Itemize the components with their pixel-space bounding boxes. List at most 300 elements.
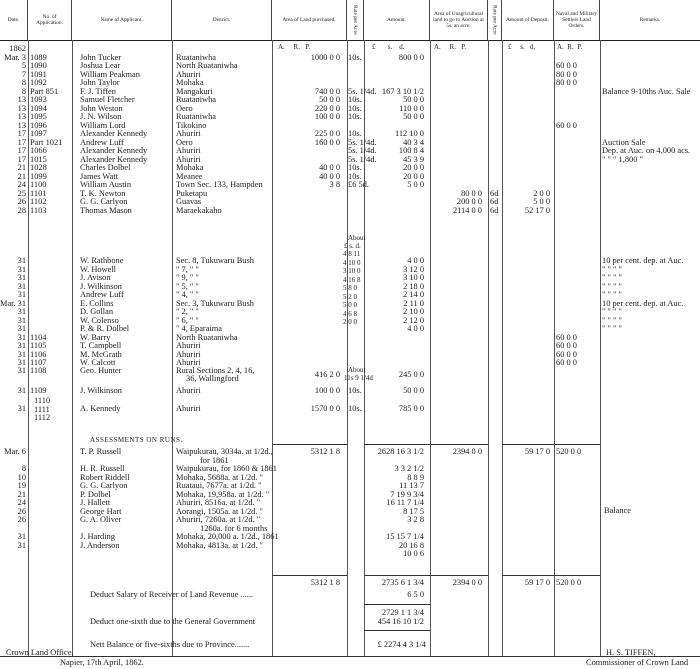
row-district: Mangakuri [176, 86, 213, 96]
row-area: 160 0 0 [314, 137, 340, 147]
row-district: Mohaka, 5688a. at 1/2d. " [176, 472, 263, 482]
runs-remark: Balance [604, 506, 631, 515]
row-amount: 40 3 4 [403, 137, 424, 147]
row-remarks: 10 per cent. dep. at Auc. [602, 298, 684, 308]
row-unagri: 2114 0 0 [452, 205, 482, 215]
row-date: 19 [17, 481, 26, 490]
row-date: 17 [17, 154, 26, 164]
row-amount: 8 17 5 [403, 506, 424, 516]
row-amount: 7 19 9 3/4 [390, 489, 424, 499]
row-naval: 80 0 0 [556, 69, 577, 79]
row-rate: 10s. [348, 386, 362, 395]
row-district: Maraekakaho [176, 205, 222, 215]
row-amount: 15 15 7 1/4 [386, 532, 424, 541]
row-district: Puketapu [176, 188, 208, 198]
row-date: Mar. 3 [4, 52, 26, 62]
row-applicant: James Watt [80, 171, 119, 181]
row-date: 24 [17, 498, 26, 507]
row-app-no: 1103 [30, 205, 47, 215]
row-rate: £6 5d. [348, 180, 369, 189]
row-area: 225 0 0 [314, 129, 340, 138]
row-district: 1260a. for 6 months [200, 523, 268, 533]
row-rate: 10s. [348, 404, 362, 413]
row-app-no: 1108 [30, 366, 47, 375]
row-district: Ruataniwha [176, 52, 217, 62]
sixth-amount: 454 16 10 1/2 [377, 617, 424, 626]
total-deposit: 59 17 0 [524, 578, 550, 587]
row-app-no: 1092 [30, 78, 47, 87]
row-date: 13 [17, 103, 26, 113]
row-area: 220 0 0 [314, 103, 340, 113]
row-district: Ahuriri, 8516a. at 1/2d. " [176, 498, 261, 507]
row-amount: 3 3 2 1/2 [394, 464, 424, 473]
row-district: Tikokino [176, 120, 207, 130]
row-applicant: H. R. Russell [80, 464, 125, 473]
row-applicant: George Hart [80, 506, 122, 516]
row-date: 7 [21, 69, 26, 79]
row-district: Ahuriri [176, 349, 201, 359]
row-naval: 60 0 0 [556, 120, 577, 130]
row-date: 31 [17, 332, 26, 342]
about-label: About [348, 234, 366, 242]
total-amount: 2628 16 3 1/2 [377, 447, 424, 456]
row-district: North Ruataniwha [176, 332, 238, 342]
row-naval: 60 0 0 [556, 61, 577, 70]
row-applicant: W. Barry [80, 332, 111, 342]
row-amount: 785 0 0 [398, 404, 424, 413]
row-date: 21 [17, 489, 26, 499]
row-amount: 3 12 0 [403, 264, 424, 274]
row-district: " 7, " " [176, 264, 199, 274]
row-applicant: Alexander Kennedy [80, 129, 148, 138]
row-district: Oero [176, 103, 193, 113]
row-amount: 3 2 8 [407, 515, 424, 524]
row-rate: 10s. [348, 95, 362, 104]
row-amount: 4 0 0 [407, 324, 424, 333]
row-district: Guavas [176, 197, 202, 206]
row-amount: 245 0 0 [398, 370, 424, 379]
row-applicant: William Lord [80, 120, 126, 130]
row-district: " 9, " " [176, 273, 199, 282]
total-area: 5312 1 8 [310, 578, 340, 587]
row-applicant: W. Rathbone [80, 256, 124, 265]
row-rate: 5s. 1/4d. [348, 154, 377, 164]
row-rate: 5s. 1/4d. [348, 146, 377, 155]
row-rate: 10s. [348, 52, 362, 62]
row-applicant: Joshua Lear [80, 61, 121, 70]
row-date: 31 [17, 315, 26, 325]
row-date: 26 [17, 506, 26, 516]
row-date: 8 [21, 78, 26, 87]
row-date: 31 [17, 404, 26, 413]
row-district: Ahuriri [176, 129, 201, 138]
row-date: 17 [17, 129, 26, 138]
row-app-no: 1111 [34, 404, 50, 414]
row-date: 26 [17, 515, 26, 524]
row-date: 31 [17, 349, 26, 359]
row-rate: About [348, 366, 366, 374]
row-applicant: T. P. Russell [80, 447, 122, 456]
row-applicant: P. Dolbel [80, 489, 111, 499]
row-date: 31 [17, 366, 26, 375]
row-rate2: 6d [490, 197, 499, 206]
row-applicant: G. G. Carlyon [80, 197, 128, 206]
row-app-no: 1028 [30, 163, 47, 172]
footer-signatory: H. S. TIFFEN, [606, 648, 656, 657]
row-applicant: M. McGrath [80, 349, 122, 359]
row-date: 31 [17, 341, 26, 350]
about-rate: 4 6 8 [343, 309, 357, 318]
row-date: Mar. 31 [0, 298, 27, 308]
header-application-no: No. of Application. [28, 0, 72, 40]
row-amount: 10 0 6 [403, 549, 424, 558]
row-applicant: John Tucker [80, 52, 122, 62]
assessments-heading: ASSESSMENTS ON RUNS. [90, 436, 183, 444]
row-rate: 5s. 1/4d. [348, 86, 377, 96]
row-amount: 167 3 10 1/2 [381, 86, 424, 96]
row-applicant: Andrew Luff [80, 290, 124, 299]
row-district: Sec. 8, Tukuwaru Bush [176, 256, 254, 265]
row-district: " 2, " " [176, 307, 199, 316]
row-area: 100 0 0 [314, 112, 340, 121]
row-remarks: Dep. at Auc. on 4,000 acs. [602, 146, 691, 155]
row-applicant: Geo. Hunter [80, 366, 122, 375]
row-app-no: 1089 [30, 52, 47, 62]
row-date: 31 [17, 290, 26, 299]
row-applicant: D. Gollan [80, 307, 114, 316]
row-app-no: 1066 [30, 146, 47, 155]
row-applicant: Thomas Mason [80, 205, 132, 215]
row-app-no: 1096 [30, 120, 47, 130]
row-area: 40 0 0 [319, 171, 340, 181]
row-amount: 45 3 9 [403, 154, 424, 164]
about-units: £ s. d. [344, 242, 361, 250]
row-rate: 11s 9 1/4d [344, 374, 373, 382]
row-amount: 20 0 0 [403, 163, 424, 172]
row-date: 31 [17, 386, 26, 395]
row-district: Ruataui, 7677a. at 1/2d. " [176, 481, 262, 490]
row-amount: 11 13 7 [399, 481, 424, 490]
row-applicant: Andrew Luff [80, 137, 124, 147]
about-rate: 4 16 8 [343, 275, 361, 284]
row-applicant: Samuel Fletcher [80, 95, 135, 104]
row-district: Ruataniwha [176, 95, 217, 104]
row-date: 13 [17, 112, 26, 121]
row-applicant: William Austin [80, 180, 132, 189]
row-app-no: 1104 [30, 332, 47, 342]
row-deposit: 5 0 0 [533, 197, 550, 206]
row-applicant: Robert Riddell [80, 472, 130, 482]
header-date: Date. [0, 0, 28, 40]
row-applicant: G. G. Carlyon [80, 481, 128, 490]
row-amount: 50 0 0 [403, 386, 424, 395]
row-date: 21 [17, 171, 26, 181]
row-district: Sec. 3, Tukuwaru Bush [176, 298, 254, 308]
row-date: 8 [21, 86, 26, 96]
row-date: 13 [17, 120, 26, 130]
row-app-no: 1094 [30, 103, 47, 113]
row-applicant: E. Collins [80, 298, 114, 308]
row-district: " 6, " " [176, 315, 199, 325]
row-district: Waipukurau, 3034a. at 1/2d., [176, 447, 273, 456]
naval-units: A. R. P. [557, 43, 583, 51]
row-remarks: 10 per cent. dep. at Auc. [602, 256, 684, 265]
row-date: 17 [17, 137, 26, 147]
row-applicant: Alexander Kennedy [80, 146, 148, 155]
about-rate: 4 10 0 [343, 258, 361, 267]
row-amount: 16 11 7 1/4 [386, 498, 424, 507]
row-area: 1570 0 0 [310, 404, 340, 413]
about-rate: 5 8 0 [343, 284, 357, 292]
row-remarks: " " " " [602, 307, 622, 316]
about-rate: 4 8 11 [343, 250, 361, 258]
row-date: 31 [17, 264, 26, 274]
row-app-no: 1090 [30, 61, 47, 70]
row-district: Ahuriri [176, 341, 201, 350]
row-applicant: J. Avison [80, 273, 111, 282]
subtotal-amount: 2729 1 1 3/4 [381, 608, 424, 617]
row-remarks: " " " " [602, 315, 622, 325]
row-remarks: " " " " [602, 324, 622, 333]
row-applicant: Alexander Kennedy [80, 154, 148, 164]
row-applicant: J. Harding [80, 532, 115, 541]
header-area: Area of Land purchased. [272, 0, 347, 40]
row-date: 25 [17, 188, 26, 198]
row-date: 31 [17, 358, 26, 367]
row-date: 31 [17, 307, 26, 316]
row-remarks: " " " " [602, 290, 622, 299]
row-naval: 60 0 0 [556, 349, 577, 359]
row-remarks: Auction Sale [602, 137, 646, 147]
row-date: 24 [17, 180, 26, 189]
row-app-no: 1100 [30, 180, 47, 189]
row-applicant: W. Howell [80, 264, 116, 274]
row-amount: 2 12 0 [403, 315, 424, 325]
row-app-no: Part 851 [30, 86, 59, 96]
row-district: North Ruataniwha [176, 61, 238, 70]
row-amount: 2 18 0 [403, 281, 424, 291]
area-units: A. R. P. [278, 43, 311, 51]
row-applicant: P. & R. Dolbel [80, 324, 130, 333]
header-rate-2: Rate per Acre [488, 0, 502, 40]
row-amount: 20 16 8 [398, 540, 424, 550]
row-date: 31 [17, 281, 26, 291]
deduct-salary: Deduct Salary of Receiver of Land Revenue ...... [90, 590, 254, 599]
row-date: 28 [17, 205, 26, 215]
row-amount: 100 8 4 [398, 146, 424, 155]
row-app-no: 1112 [34, 413, 51, 422]
total-area: 5312 1 8 [310, 447, 340, 456]
row-applicant: J. Wilkinson [80, 386, 122, 395]
row-amount: 50 0 0 [403, 112, 424, 121]
row-district: Oero [176, 137, 193, 147]
row-rate: 10s. [348, 129, 362, 138]
row-area: 416 2 0 [314, 370, 340, 379]
row-deposit: 52 17 0 [524, 205, 550, 215]
row-district: Mohaka [176, 78, 204, 87]
row-district: Mohaka, 20,000 a. 1/2d., 1861 [176, 532, 279, 541]
total-unagri: 2394 0 0 [452, 578, 482, 587]
row-applicant: J. Hallett [80, 498, 111, 507]
row-app-no: 1102 [30, 197, 47, 206]
row-amount: 8 8 9 [407, 472, 424, 482]
total-amount: 2735 6 1 3/4 [381, 578, 424, 587]
row-date: 31 [17, 540, 26, 550]
row-district: Ahuriri [176, 358, 201, 367]
total-naval: 520 0 0 [556, 447, 582, 456]
row-date: 10 [17, 472, 26, 482]
header-deposit: Amount of Deposit. [502, 0, 554, 40]
footer-office: Crown Land Office, [6, 648, 74, 657]
row-app-no: 1099 [30, 171, 47, 181]
row-amount: 4 0 0 [407, 256, 424, 265]
row-district: 36, Wallingford [186, 374, 239, 383]
nett-amount: £ 2274 4 3 1/4 [377, 640, 426, 649]
row-district: Ahuriri [176, 146, 201, 155]
row-deposit: 2 0 0 [533, 188, 550, 198]
header-applicant: Name of Applicant. [72, 0, 172, 40]
about-rate: 2 0 0 [343, 318, 357, 326]
row-applicant: John Weston [80, 103, 123, 113]
row-district: Ahuriri, 7260a. at 1/2d. " [176, 515, 261, 524]
row-district: for 1861 [200, 455, 229, 465]
total-deposit: 59 17 0 [524, 447, 550, 456]
row-naval: 80 0 0 [556, 78, 577, 87]
row-app-no: 1106 [30, 349, 47, 359]
row-applicant: John Taylor [80, 78, 120, 87]
row-district: " 4, " " [176, 290, 199, 299]
salary-amount: 6 5 0 [407, 590, 424, 599]
row-rate: 10s. [348, 163, 362, 172]
row-app-no: 1105 [30, 341, 47, 350]
row-amount: 2 11 0 [403, 298, 424, 308]
row-unagri: 80 0 0 [461, 188, 482, 198]
row-app-no: 1110 [34, 396, 51, 405]
row-app-no: 1093 [30, 95, 47, 104]
row-applicant: A. Kennedy [80, 404, 121, 413]
row-amount: 800 0 0 [398, 52, 424, 62]
row-date: 31 [17, 324, 26, 333]
row-app-no: 1109 [30, 386, 47, 395]
row-applicant: T. Campbell [80, 341, 122, 350]
row-district: Ahuriri [176, 69, 201, 79]
row-applicant: Charles Dolbel [80, 163, 131, 172]
row-district: " 4, Eparaima [176, 324, 222, 333]
row-naval: 60 0 0 [556, 332, 577, 342]
row-area: 740 0 0 [314, 86, 340, 96]
row-district: Rural Sections 2, 4, 16, [176, 366, 255, 375]
row-app-no: 1095 [30, 112, 47, 121]
table-header [0, 0, 700, 41]
row-district: Meanee [176, 171, 203, 181]
row-area: 100 0 0 [314, 386, 340, 395]
row-applicant: J. N. Wilson [80, 112, 122, 121]
row-app-no: 1015 [30, 154, 47, 164]
about-rate: 5 2 0 [343, 292, 357, 301]
row-date: 31 [17, 532, 26, 541]
row-amount: 3 10 0 [403, 273, 424, 282]
row-date: 8 [21, 464, 26, 473]
row-district: Mohaka, 4813a. at 1/2d. " [176, 540, 263, 550]
footer-title: Commissioner of Crown Land [586, 658, 689, 667]
row-naval: 60 0 0 [556, 341, 577, 350]
row-remarks: " " " 1,800 " [602, 154, 643, 164]
row-district: Mohaka, 19,958a. at 1/2d. " [176, 489, 270, 499]
row-rate: 5s. 1/4d. [348, 137, 377, 147]
row-applicant: F. J. Tiffen [80, 86, 116, 96]
row-amount: 20 0 0 [403, 171, 424, 181]
row-remarks: Balance 9-10ths Auc. Sale [602, 86, 691, 96]
row-amount: 112 10 0 [394, 129, 424, 138]
row-naval: 60 0 0 [556, 358, 577, 367]
row-date: 17 [17, 146, 26, 155]
row-district: Ahuriri [176, 404, 201, 413]
deposit-units: £ s. d. [508, 43, 536, 51]
header-naval: Naval and Military Settlers Land Orders. [554, 0, 600, 40]
row-applicant: J. Anderson [80, 540, 120, 550]
deduct-sixth: Deduct one-sixth due to the General Government [90, 617, 256, 626]
row-applicant: J. Wilkinson [80, 281, 122, 291]
row-area: 1000 0 0 [310, 52, 340, 62]
row-amount: 5 0 0 [407, 180, 424, 189]
about-rate: 3 10 0 [343, 267, 361, 275]
row-rate2: 6d [490, 188, 499, 198]
row-rate: 10s. [348, 171, 362, 181]
row-date: 13 [17, 95, 26, 104]
row-district: Waipukurau, for 1860 & 1861 [176, 464, 277, 473]
row-amount: 2 10 0 [403, 307, 424, 316]
row-remarks: " " " " [602, 264, 622, 274]
row-applicant: G. A. Oliver [80, 515, 122, 524]
row-applicant: T. K. Newton [80, 188, 126, 198]
row-district: " 5, " " [176, 281, 199, 291]
row-remarks: " " " " [602, 273, 622, 282]
row-district: Aorangi, 1505a. at 1/2d. " [176, 506, 263, 516]
row-applicant: W. Colenso [80, 315, 119, 325]
row-app-no: 1101 [30, 188, 47, 198]
row-date: 26 [17, 197, 26, 206]
row-amount: 2 14 0 [403, 290, 424, 299]
row-applicant: W. Calcott [80, 358, 116, 367]
row-date: 1862 [9, 44, 26, 53]
header-amount: Amount. [364, 0, 430, 40]
row-date: 21 [17, 163, 26, 172]
row-app-no: Part 1021 [30, 137, 63, 147]
nett-balance: Nett Balance or five-sixths due to Province....... [90, 640, 250, 649]
unagri-units: A. R. P. [434, 43, 467, 51]
row-district: Ruataniwha [176, 112, 217, 121]
row-district: Mohaka [176, 163, 204, 172]
row-date: Mar. 6 [4, 447, 26, 456]
row-amount: 110 0 0 [399, 103, 424, 113]
row-area: 50 0 0 [319, 95, 340, 104]
row-rate: 10s. [348, 103, 362, 113]
row-app-no: 1107 [30, 358, 47, 367]
row-unagri: 200 0 0 [456, 197, 482, 206]
header-remarks: Remarks. [639, 17, 661, 23]
header-district: District. [172, 0, 272, 40]
row-district: Town Sec. 133, Hampden [176, 180, 263, 189]
total-unagri: 2394 0 0 [452, 447, 482, 456]
row-date: 5 [21, 61, 26, 70]
row-app-no: 1097 [30, 129, 47, 138]
row-app-no: 1091 [30, 69, 47, 79]
row-date: 31 [17, 256, 26, 265]
footer-date: Napier, 17th April, 1862. [60, 658, 144, 667]
header-unagricultural: Area of Unagricultural land to go to Auction at 5s. an acre. [430, 0, 488, 40]
row-rate: 10s. [348, 112, 362, 121]
total-naval: 520 0 0 [556, 578, 582, 587]
